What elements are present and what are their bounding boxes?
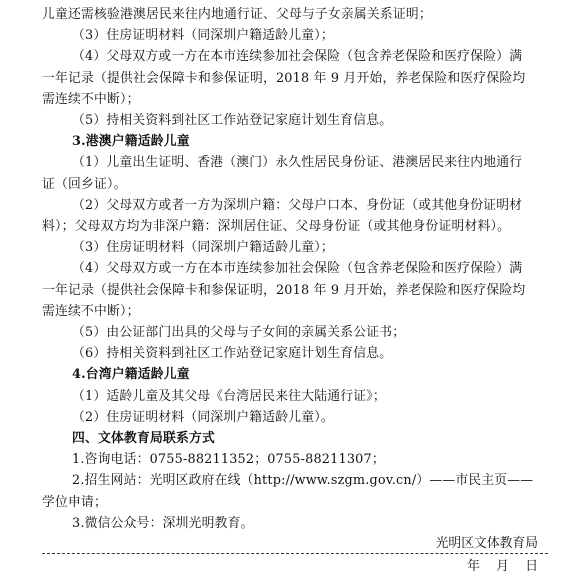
text-line: （3）住房证明材料（同深圳户籍适龄儿童）； [72,28,334,44]
section-heading: 3.港澳户籍适龄儿童 [72,134,190,150]
text-line: （2）父母双方或者一方为深圳户籍：父母户口本、身份证（或其他身份证明材 [72,197,523,213]
text-line: （4）父母双方或一方在本市连续参加社会保险（包含养老保险和医疗保险）满 [72,261,523,277]
text-line: 2.招生网站：光明区政府在线（http://www.szgm.gov.cn/）——市民主页—— [72,473,534,489]
text-line: （1）适龄儿童及其父母《台湾居民来往大陆通行证》； [72,388,386,404]
text-line: 1.咨询电话：0755-88211352；0755-88211307； [72,452,385,468]
text-line: 儿童还需核验港澳居民来往内地通行证、父母与子女亲属关系证明； [42,7,432,22]
text-line: 一年记录（提供社会保障卡和参保证明，2018 年 9 月开始，养老保险和医疗保险均 [42,70,526,86]
section-heading: 4.台湾户籍适龄儿童 [72,367,190,383]
divider-line [42,553,548,554]
text-line: 3.微信公众号：深圳光明教育。 [72,515,254,531]
text-line: 需连续不中断）； [42,303,140,319]
section-heading: 四、文体教育局联系方式 [72,431,215,446]
text-line: 需连续不中断）； [42,91,140,107]
text-line: （5）由公证部门出具的父母与子女间的亲属关系公证书； [72,325,406,340]
text-line: （3）住房证明材料（同深圳户籍适龄儿童）； [72,240,334,256]
text-line: 证（回乡证）。 [42,176,127,192]
text-line: 料）；父母双方均为非深户籍：深圳居住证、父母身份证（或其他身份证明材料）。 [42,219,511,234]
text-line: （4）父母双方或一方在本市连续参加社会保险（包含养老保险和医疗保险）满 [72,49,523,65]
text-line: （5）持相关资料到社区工作站登记家庭计划生育信息。 [72,113,393,128]
text-line: 学位申请； [42,494,107,510]
text-line: 一年记录（提供社会保障卡和参保证明，2018 年 9 月开始，养老保险和医疗保险均 [42,282,526,298]
text-line: （1）儿童出生证明、香港（澳门）永久性居民身份证、港澳居民来往内地通行 [72,155,523,171]
signature-organization: 光明区文体教育局 [435,536,538,551]
text-line: （6）持相关资料到社区工作站登记家庭计划生育信息。 [72,346,393,362]
signature-date: 年 月 日 [467,559,538,574]
text-line: （2）住房证明材料（同深圳户籍适龄儿童）。 [72,409,334,425]
